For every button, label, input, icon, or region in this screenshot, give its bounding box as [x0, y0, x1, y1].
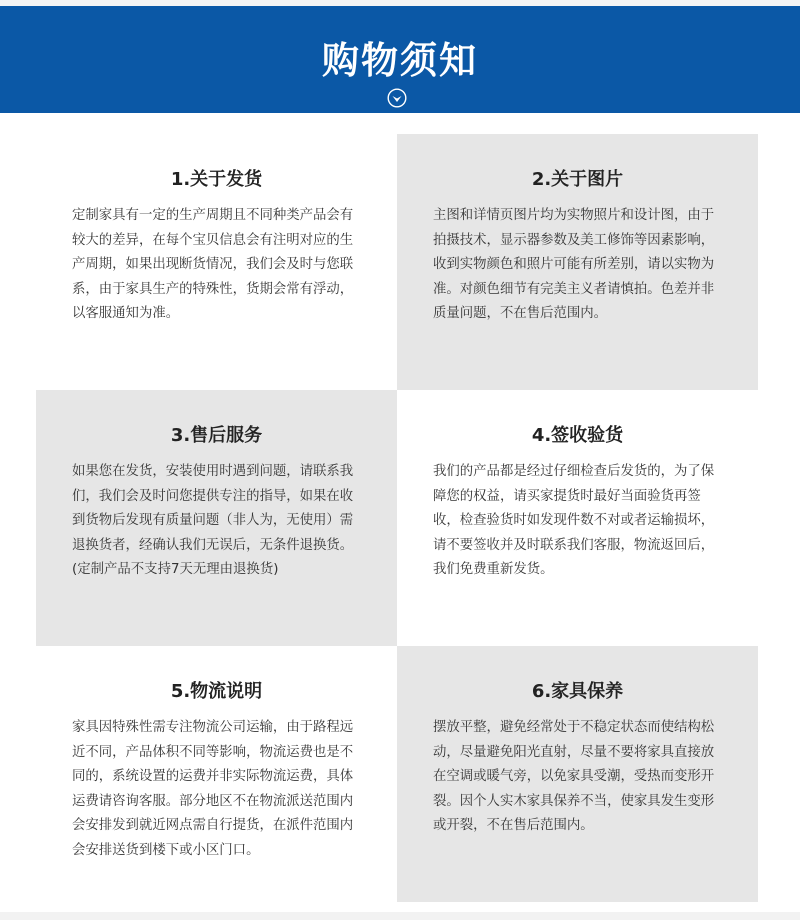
section-logistics	[36, 646, 397, 902]
section-body: 如果您在发货，安装使用时遇到问题，请联系我们，我们会及时问您提供专注的指导，如果在收到货物后发现有质量问题（非人为，无使用）需退换货者，经确认我们无误后，无条件退换货。(定制产品不支持7天无理由退换货)	[72, 464, 354, 577]
section-body: 家具因特殊性需专注物流公司运输，由于路程远近不同，产品体积不同等影响，物流运费也是不同的，系统设置的运费并非实际物流运费，具体运费请咨询客服。部分地区不在物流派送范围内会安排发到就近网点需自行提货，在派件范围内会安排送货到楼下或小区门口。	[72, 720, 354, 858]
header-banner	[0, 6, 800, 113]
chevron-down-circle-icon[interactable]	[387, 88, 407, 108]
section-after-sales	[36, 390, 397, 646]
section-title: 4.签收验货	[531, 425, 624, 446]
section-receipt-inspection	[397, 390, 758, 646]
section-images	[397, 134, 758, 390]
section-title: 2.关于图片	[531, 169, 624, 190]
section-title: 6.家具保养	[531, 681, 624, 702]
section-body: 摆放平整，避免经常处于不稳定状态而使结构松动，尽量避免阳光直射，尽量不要将家具直接放在空调或暖气旁，以免家具受潮，受热而变形开裂。因个人实木家具保养不当，使家具发生变形或开裂，不在售后范围内。	[433, 720, 715, 833]
section-maintenance	[397, 646, 758, 902]
section-shipping	[36, 134, 397, 390]
section-title: 5.物流说明	[170, 681, 263, 702]
section-body: 我们的产品都是经过仔细检查后发货的，为了保障您的权益，请买家提货时最好当面验货再签收，检查验货时如发现件数不对或者运输损坏，请不要签收并及时联系我们客服，物流返回后，我们免费重新发货。	[433, 464, 715, 577]
bottom-strip	[0, 912, 800, 920]
page-title: 购物须知	[322, 39, 478, 82]
section-body: 定制家具有一定的生产周期且不同种类产品会有较大的差异，在每个宝贝信息会有注明对应的生产周期，如果出现断货情况，我们会及时与您联系，由于家具生产的特殊性，货期会常有浮动，以客服通知为准。	[72, 208, 354, 321]
section-title: 3.售后服务	[170, 425, 263, 446]
section-body: 主图和详情页图片均为实物照片和设计图，由于拍摄技术，显示器参数及美工修饰等因素影响，收到实物颜色和照片可能有所差别，请以实物为准。对颜色细节有完美主义者请慎拍。色差并非质量问题，不在售后范围内。	[433, 208, 715, 321]
section-title: 1.关于发货	[170, 169, 263, 190]
